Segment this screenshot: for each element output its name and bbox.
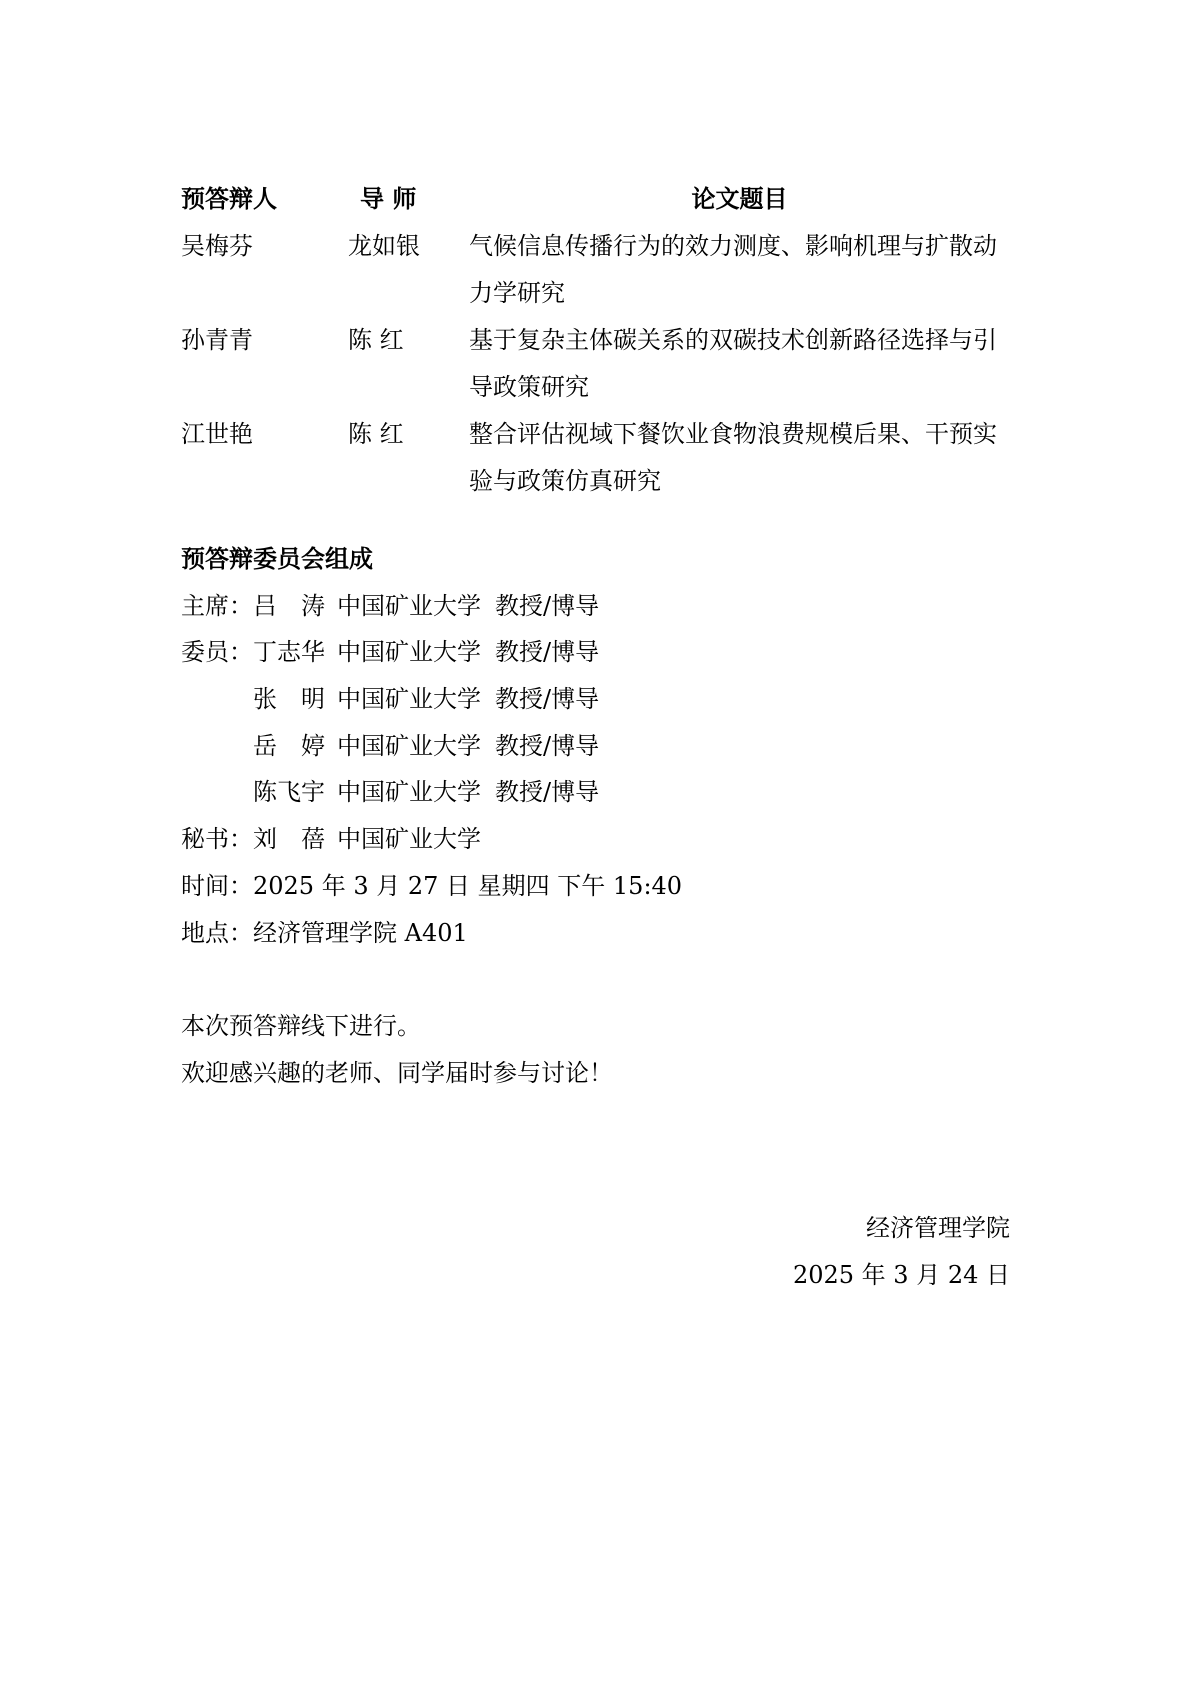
member-rank: 教授/博导 (495, 778, 600, 807)
secretary-organization: 中国矿业大学 (337, 825, 481, 854)
member-name: 丁志华 (253, 638, 325, 667)
committee-member-row (181, 769, 1010, 816)
candidate-name: 孙青青 (181, 326, 253, 354)
member-rank: 教授/博导 (495, 685, 600, 714)
committee-member-row (181, 583, 1010, 630)
member-organization: 中国矿业大学 (337, 731, 481, 760)
member-organization: 中国矿业大学 (337, 638, 481, 667)
member-organization: 中国矿业大学 (337, 591, 481, 620)
thesis-title (469, 411, 1010, 505)
member-organization: 中国矿业大学 (337, 685, 481, 714)
member-role (181, 769, 253, 816)
notes-section (181, 1003, 1010, 1097)
note-welcome: 欢迎感兴趣的老师、同学届时参与讨论！ (181, 1059, 613, 1087)
member-role: 委员： (181, 638, 253, 667)
member-name: 岳 婷 (253, 731, 325, 760)
secretary-role: 秘书： (181, 825, 253, 854)
table-row (181, 317, 1010, 411)
thesis-title (469, 317, 1010, 411)
thesis-title-line: 导政策研究 (469, 373, 589, 401)
time-row (181, 863, 1010, 910)
advisor-name: 陈 红 (348, 420, 404, 448)
member-rank: 教授/博导 (495, 638, 600, 667)
time-value: 2025 年 3 月 27 日 星期四 下午 15:40 (253, 871, 683, 900)
defense-table (181, 176, 1010, 505)
member-role (181, 723, 253, 770)
candidate-name: 吴梅芬 (181, 232, 253, 260)
secretary-row (181, 816, 1010, 863)
candidate-name: 江世艳 (181, 420, 253, 448)
thesis-title-line: 整合评估视域下餐饮业食物浪费规模后果、干预实 (469, 420, 997, 448)
member-organization: 中国矿业大学 (337, 778, 481, 807)
location-label: 地点： (181, 918, 253, 947)
member-rank: 教授/博导 (495, 731, 600, 760)
signature-date: 2025 年 3 月 24 日 (792, 1261, 1010, 1289)
member-role (181, 676, 253, 723)
thesis-title (469, 223, 1010, 317)
member-rank: 教授/博导 (495, 591, 600, 620)
header-candidate: 预答辩人 (181, 185, 277, 213)
thesis-title-line: 验与政策仿真研究 (469, 467, 661, 495)
signature-organization: 经济管理学院 (866, 1214, 1010, 1242)
member-name: 吕 涛 (253, 591, 325, 620)
note-offline: 本次预答辩线下进行。 (181, 1012, 421, 1040)
committee-heading: 预答辩委员会组成 (181, 545, 373, 573)
committee-section (181, 536, 1010, 956)
table-header-row (181, 176, 1010, 223)
location-row (181, 910, 1010, 957)
secretary-name: 刘 蓓 (253, 825, 325, 854)
header-advisor: 导 师 (360, 185, 417, 213)
advisor-name: 陈 红 (348, 326, 404, 354)
signature-block (793, 1205, 1010, 1299)
member-name: 陈飞宇 (253, 778, 325, 807)
thesis-title-line: 气候信息传播行为的效力测度、影响机理与扩散动 (469, 232, 997, 260)
committee-member-row (181, 723, 1010, 770)
table-row (181, 223, 1010, 317)
member-name: 张 明 (253, 685, 325, 714)
advisor-name: 龙如银 (348, 232, 420, 260)
thesis-title-line: 基于复杂主体碳关系的双碳技术创新路径选择与引 (469, 326, 997, 354)
member-role: 主席： (181, 591, 253, 620)
thesis-title-line: 力学研究 (469, 279, 565, 307)
time-label: 时间： (181, 871, 253, 900)
table-row (181, 411, 1010, 505)
committee-member-row (181, 629, 1010, 676)
committee-member-row (181, 676, 1010, 723)
location-value: 经济管理学院 A401 (253, 918, 468, 947)
header-thesis-title: 论文题目 (691, 185, 788, 213)
